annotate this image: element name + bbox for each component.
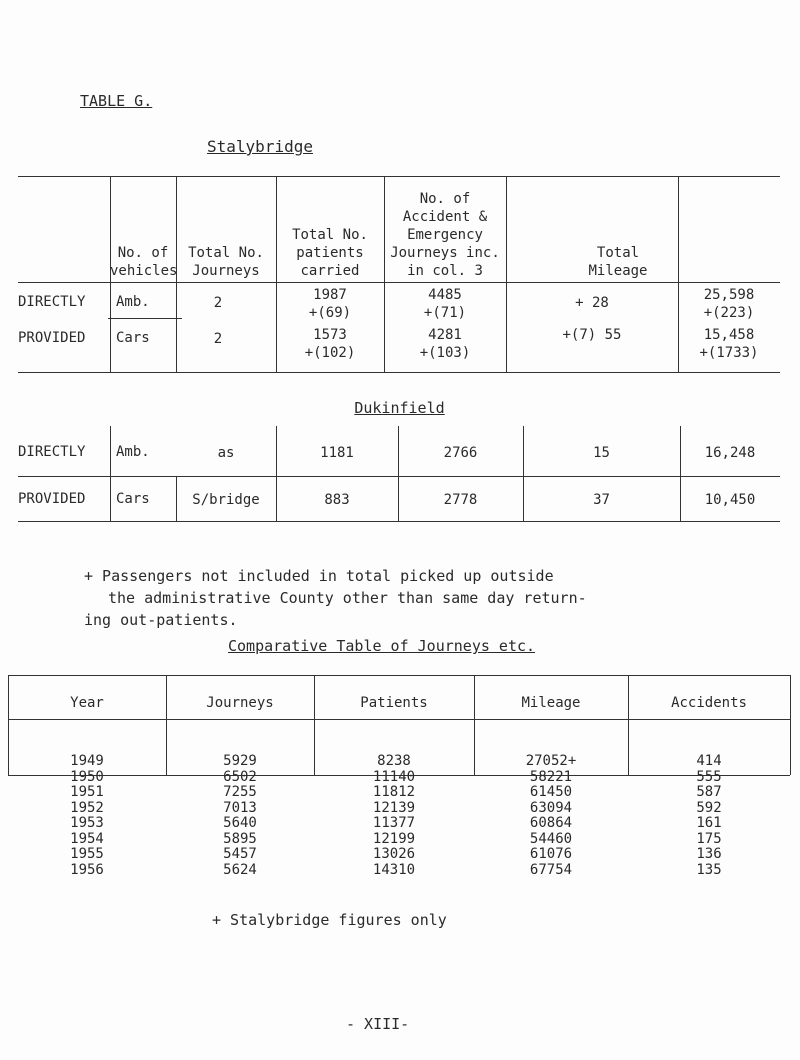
cell-patients: 2778 <box>443 492 478 508</box>
cell-journeys: 5895 <box>223 830 257 847</box>
col-header-journeys: Total No. Journeys <box>188 245 264 279</box>
cell-accident: 37 <box>593 492 610 508</box>
col-header-mileage: Total Mileage <box>588 245 648 279</box>
cell-mileage: 10,450 <box>704 492 756 508</box>
cell-vehicles: 2 <box>213 331 223 347</box>
footnote-line: + Passengers not included in total picked up outside <box>84 567 554 585</box>
cell-mileage: 63094 <box>529 799 573 816</box>
cell-patients: 14310 <box>372 861 416 878</box>
cell-mileage: 60864 <box>529 815 573 831</box>
cell-accidents: 414 <box>696 753 722 769</box>
row-label-provided: PROVIDED <box>18 330 86 346</box>
cell-accident: +(7) 55 <box>562 327 622 343</box>
cell-patients: 4281 +(103) <box>419 327 471 361</box>
cell-journeys: 7255 <box>223 784 257 800</box>
cell-journeys: 6502 <box>223 768 257 785</box>
cell-mileage: 16,248 <box>704 445 756 461</box>
accidents-column <box>628 754 790 878</box>
cell-accident: + 28 <box>575 295 609 311</box>
mileage-column <box>474 754 628 878</box>
cell-mileage: 67754 <box>529 861 573 878</box>
cell-journeys: 5929 <box>223 753 257 769</box>
section-title-dukinfield: Dukinfield <box>354 399 445 417</box>
cell-patients: 13026 <box>372 846 416 862</box>
cell-mileage: 58221 <box>529 768 573 785</box>
col-header-mileage: Mileage <box>521 695 581 711</box>
row-label-directly: DIRECTLY <box>18 444 86 460</box>
cell-year: 1954 <box>70 830 104 847</box>
footnote-line: ing out-patients. <box>84 611 238 629</box>
cell-vehicles: as <box>217 445 235 461</box>
cell-accidents: 135 <box>696 861 722 878</box>
cell-accidents: 136 <box>696 846 722 862</box>
col-header-vehicles: No. of vehicles <box>110 245 178 279</box>
cell-accidents: 161 <box>696 815 722 831</box>
col-header-journeys: Journeys <box>206 695 274 711</box>
cell-journeys: 1181 <box>320 445 354 461</box>
cell-patients: 8238 <box>377 753 411 769</box>
cell-year: 1951 <box>70 784 104 800</box>
cell-journeys: 5624 <box>223 861 257 878</box>
comparative-table-body <box>8 753 790 878</box>
cell-journeys: 7013 <box>223 799 257 816</box>
cell-mileage: 61076 <box>529 846 573 862</box>
cell-accidents: 555 <box>696 768 722 785</box>
row-type-cars: Cars <box>116 491 150 507</box>
cell-mileage: 54460 <box>529 830 573 847</box>
row-label-provided: PROVIDED <box>18 491 86 507</box>
cell-accidents: 587 <box>696 784 722 800</box>
cell-year: 1950 <box>70 768 104 785</box>
year-column <box>8 754 166 878</box>
comparative-title: Comparative Table of Journeys etc. <box>228 637 536 655</box>
cell-vehicles: S/bridge <box>192 492 260 508</box>
col-header-patients: Total No. patients carried <box>292 227 368 279</box>
cell-accidents: 175 <box>696 830 722 847</box>
cell-mileage: 25,598 +(223) <box>703 287 755 321</box>
cell-patients: 11140 <box>372 768 416 785</box>
cell-patients: 4485 +(71) <box>423 287 467 321</box>
cell-year: 1956 <box>70 861 104 878</box>
cell-patients: 2766 <box>443 445 478 461</box>
col-header-patients: Patients <box>360 695 428 711</box>
cell-patients: 11377 <box>372 815 416 831</box>
cell-mileage: 27052+ <box>525 753 577 769</box>
patients-column <box>314 754 474 878</box>
col-header-accident: No. of Accident & Emergency Journeys inc. in col. 3 <box>390 191 500 279</box>
cell-year: 1955 <box>70 846 104 862</box>
cell-patients: 12139 <box>372 799 416 816</box>
page-number: - XIII- <box>346 1015 410 1033</box>
place-title: Stalybridge <box>207 137 313 156</box>
cell-year: 1949 <box>70 753 104 769</box>
row-label-directly: DIRECTLY <box>18 294 86 310</box>
cell-vehicles: 2 <box>213 295 223 311</box>
col-header-accidents: Accidents <box>671 695 747 711</box>
ambulance-summary-table <box>18 176 780 522</box>
row-type-amb: Amb. <box>116 294 150 310</box>
cell-journeys: 5640 <box>223 815 257 831</box>
cell-accidents: 592 <box>696 799 722 816</box>
stalybridge-note: + Stalybridge figures only <box>212 911 447 929</box>
table-heading: TABLE G. <box>80 92 153 110</box>
journeys-column <box>166 754 314 878</box>
cell-accident: 15 <box>593 445 610 461</box>
cell-journeys: 1573 +(102) <box>304 327 356 361</box>
cell-journeys: 883 <box>324 492 350 508</box>
row-type-cars: Cars <box>116 330 150 346</box>
row-type-amb: Amb. <box>116 444 150 460</box>
cell-patients: 12199 <box>372 830 416 847</box>
footnote <box>84 565 724 631</box>
footnote-line: the administrative County other than same day return- <box>108 589 587 607</box>
cell-mileage: 15,458 +(1733) <box>699 327 759 361</box>
cell-journeys: 5457 <box>223 846 257 862</box>
cell-year: 1953 <box>70 815 104 831</box>
cell-patients: 11812 <box>372 784 416 800</box>
cell-journeys: 1987 +(69) <box>308 287 352 321</box>
cell-mileage: 61450 <box>529 784 573 800</box>
col-header-year: Year <box>70 695 104 711</box>
cell-year: 1952 <box>70 799 104 816</box>
